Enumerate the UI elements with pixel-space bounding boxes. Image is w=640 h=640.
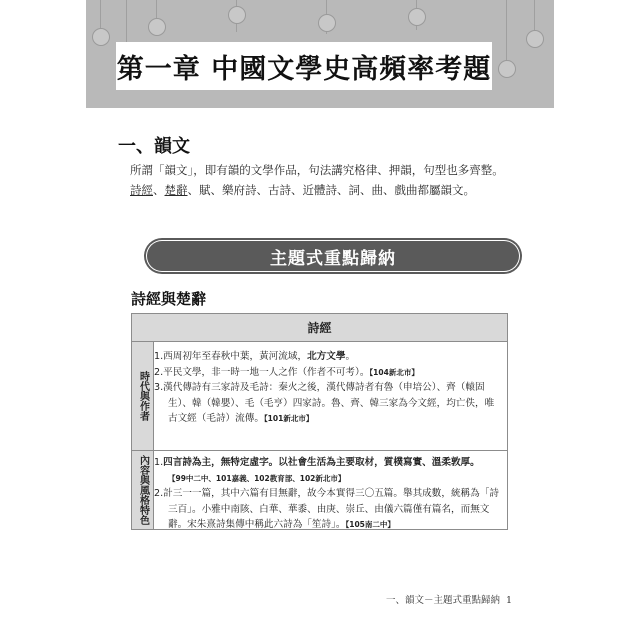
item-text: 平民文學，非一時一地一人之作（作者不可考）。 — [163, 366, 370, 378]
lantern-decoration — [526, 30, 544, 48]
table-header: 詩經 — [132, 314, 507, 342]
item-text: 計三一一篇，其中六篇有目無辭，故今本實得三〇五篇。舉其成數，統稱為「詩三百」。小雅中南陔、白華、華黍、由庚、崇丘、由儀六篇僅有篇名，而無文辭。宋朱熹詩集傳中稱此六詩為「笙詩」。 — [163, 488, 499, 530]
list-item — [154, 349, 503, 365]
row-label: 內容與風格特色 — [137, 455, 149, 525]
item-text: 西周初年至春秋中葉，黃河流域， — [163, 351, 308, 362]
decor-line — [156, 0, 157, 20]
intro-link-shijing: 詩經 — [130, 183, 153, 197]
intro-link-chuci: 楚辭 — [164, 183, 188, 197]
decor-line — [100, 0, 101, 30]
lantern-decoration — [408, 8, 426, 26]
item-number: 3. — [154, 382, 164, 393]
intro-paragraph — [130, 160, 508, 200]
item-number: 1. — [154, 457, 164, 468]
chapter-title-box — [116, 42, 492, 90]
row-label-cell — [132, 342, 154, 450]
lantern-decoration — [318, 14, 336, 32]
lantern-decoration — [228, 6, 246, 24]
intro-rest: 、賦、樂府詩、古詩、近體詩、詞、曲、戲曲都屬韻文。 — [187, 183, 475, 197]
subsection-heading: 詩經與楚辭 — [131, 290, 207, 308]
row-label: 時代與作者 — [137, 371, 149, 421]
row-divider — [132, 450, 507, 451]
lantern-decoration — [148, 18, 166, 36]
row-label-cell — [132, 451, 154, 529]
list-item — [154, 486, 503, 533]
item-text: 漢代傳詩有三家詩及毛詩：秦火之後，漢代傳詩者有魯（申培公）、齊（轅固生）、韓（韓嬰）、毛（毛亨）四家詩。魯、齊、韓三家為今文經，均亡佚，唯古文經（毛詩）流傳。 — [163, 382, 495, 424]
topic-banner — [146, 240, 520, 272]
banner-label: 主題式重點歸納 — [270, 248, 396, 269]
item-bold-text: 四言詩為主，無特定虛字。以社會生活為主要取材，質樸寫實、溫柔敦厚。 — [163, 457, 480, 468]
item-number: 1. — [154, 351, 164, 362]
tag-line — [154, 471, 503, 487]
item-end: 。 — [345, 351, 356, 362]
lantern-decoration — [92, 28, 110, 46]
section-heading: 一、韻文 — [118, 136, 190, 157]
exam-tag: 【104新北市】 — [369, 367, 419, 377]
list-item — [154, 380, 503, 427]
page-footer — [386, 592, 512, 606]
chapter-title: 第一章 中國文學史高頻率考題 — [116, 53, 492, 85]
exam-tag: 【101新北市】 — [263, 414, 314, 423]
list-item — [154, 365, 503, 381]
list-item — [154, 455, 503, 471]
lantern-decoration — [498, 60, 516, 78]
item-number: 2. — [154, 366, 164, 378]
item-bold-text: 北方文學 — [307, 351, 346, 362]
intro-separator: 、 — [153, 183, 165, 197]
exam-tag: 【99中二中、101嘉義、102教育部、102新北市】 — [168, 473, 346, 483]
table-row — [154, 455, 503, 533]
page-number: 1 — [505, 595, 512, 606]
table-row — [154, 349, 503, 427]
exam-tag: 【105南二中】 — [345, 520, 395, 529]
footer-text: 一、韻文－主題式重點歸納 — [385, 595, 500, 606]
item-number: 2. — [154, 488, 164, 499]
summary-table — [131, 313, 508, 530]
intro-text: 所謂「韻文」，即有韻的文學作品，句法講究格律、押韻，句型也多齊整。 — [130, 163, 504, 177]
